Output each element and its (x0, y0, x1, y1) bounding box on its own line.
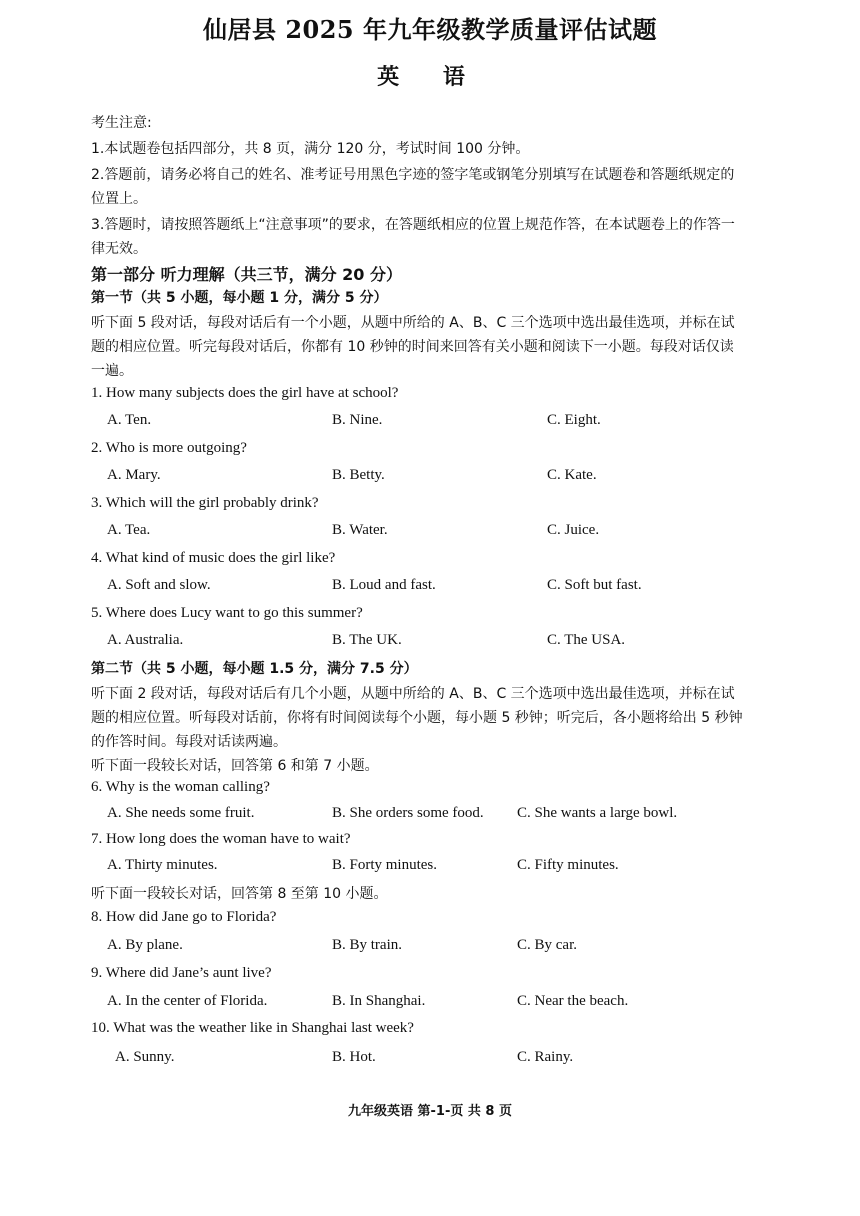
option-c: C. Rainy. (517, 1049, 574, 1065)
question-10: 10. What was the weather like in Shanghai last week? (91, 1020, 414, 1036)
section2-instruction: 听下面 2 段对话，每段对话后有几个小题，从题中所给的 A、B、C 三个选项中选出最佳选项，并标在试 (91, 686, 735, 702)
exam-title: 仙居县 2025 年九年级教学质量评估试题 (202, 15, 657, 44)
section2-instruction: 的作答时间。每段对话读两遍。 (91, 734, 287, 750)
option-a: A. Australia. (107, 632, 184, 648)
notice-heading: 考生注意: (91, 115, 152, 131)
option-c: C. Kate. (547, 467, 597, 483)
notice-item: 位置上。 (91, 191, 147, 207)
option-a: A. By plane. (107, 937, 183, 953)
option-a: A. Thirty minutes. (107, 857, 218, 873)
option-c: C. The USA. (547, 632, 626, 648)
notice-item: 3.答题时，请按照答题纸上“注意事项”的要求，在答题纸相应的位置上规范作答，在本试题卷上的作答一 (91, 217, 735, 233)
option-c: C. Eight. (547, 412, 601, 428)
option-a: A. In the center of Florida. (107, 993, 268, 1009)
question-2: 2. Who is more outgoing? (91, 440, 247, 456)
option-c: C. She wants a large bowl. (517, 805, 678, 821)
option-b: B. Loud and fast. (332, 577, 436, 593)
subject-title: 英 语 (377, 64, 483, 90)
question-7: 7. How long does the woman have to wait? (91, 831, 351, 847)
option-a: A. Mary. (107, 467, 161, 483)
dialog-note: 听下面一段较长对话，回答第 6 和第 7 小题。 (91, 758, 379, 774)
notice-item: 2.答题前，请务必将自己的姓名、准考证号用黑色字迹的签字笔或钢笔分别填写在试题卷和答题纸规定的 (91, 167, 735, 183)
question-9: 9. Where did Jane’s aunt live? (91, 965, 272, 981)
option-c: C. Juice. (547, 522, 600, 538)
option-c: C. Near the beach. (517, 993, 629, 1009)
notice-item: 律无效。 (91, 241, 147, 257)
question-5: 5. Where does Lucy want to go this summer? (91, 605, 363, 621)
notice-item: 1.本试题卷包括四部分，共 8 页，满分 120 分，考试时间 100 分钟。 (91, 141, 530, 157)
option-b: B. The UK. (332, 632, 402, 648)
section1-instruction: 一遍。 (91, 363, 133, 379)
option-a: A. She needs some fruit. (107, 805, 255, 821)
page-footer: 九年级英语 第-1-页 共 8 页 (348, 1104, 512, 1119)
option-c: C. By car. (517, 937, 577, 953)
section1-heading: 第一节（共 5 小题，每小题 1 分，满分 5 分） (91, 290, 388, 306)
option-a: A. Ten. (107, 412, 152, 428)
option-b: B. Forty minutes. (332, 857, 438, 873)
option-b: B. By train. (332, 937, 402, 953)
option-a: A. Sunny. (115, 1049, 175, 1065)
section1-instruction: 听下面 5 段对话，每段对话后有一个小题，从题中所给的 A、B、C 三个选项中选出最佳选项，并标在试 (91, 315, 735, 331)
option-b: B. Water. (332, 522, 388, 538)
option-c: C. Fifty minutes. (517, 857, 619, 873)
option-b: B. Betty. (332, 467, 385, 483)
option-b: B. In Shanghai. (332, 993, 426, 1009)
option-a: A. Tea. (107, 522, 151, 538)
dialog-note: 听下面一段较长对话，回答第 8 至第 10 小题。 (91, 886, 388, 902)
part1-heading: 第一部分 听力理解（共三节，满分 20 分） (91, 265, 402, 284)
option-a: A. Soft and slow. (107, 577, 211, 593)
question-8: 8. How did Jane go to Florida? (91, 909, 277, 925)
option-b: B. She orders some food. (332, 805, 484, 821)
section2-instruction: 题的相应位置。听每段对话前，你将有时间阅读每个小题，每小题 5 秒钟；听完后，各小题将给出 5 秒钟 (91, 710, 743, 726)
section2-heading: 第二节（共 5 小题，每小题 1.5 分，满分 7.5 分） (91, 661, 418, 677)
question-4: 4. What kind of music does the girl like? (91, 550, 336, 566)
option-c: C. Soft but fast. (547, 577, 642, 593)
section1-instruction: 题的相应位置。听完每段对话后，你都有 10 秒钟的时间来回答有关小题和阅读下一小题。每段对话仅读 (91, 339, 734, 355)
option-b: B. Nine. (332, 412, 383, 428)
option-b: B. Hot. (332, 1049, 376, 1065)
question-3: 3. Which will the girl probably drink? (91, 495, 319, 511)
question-1: 1. How many subjects does the girl have at school? (91, 385, 399, 401)
question-6: 6. Why is the woman calling? (91, 779, 270, 795)
